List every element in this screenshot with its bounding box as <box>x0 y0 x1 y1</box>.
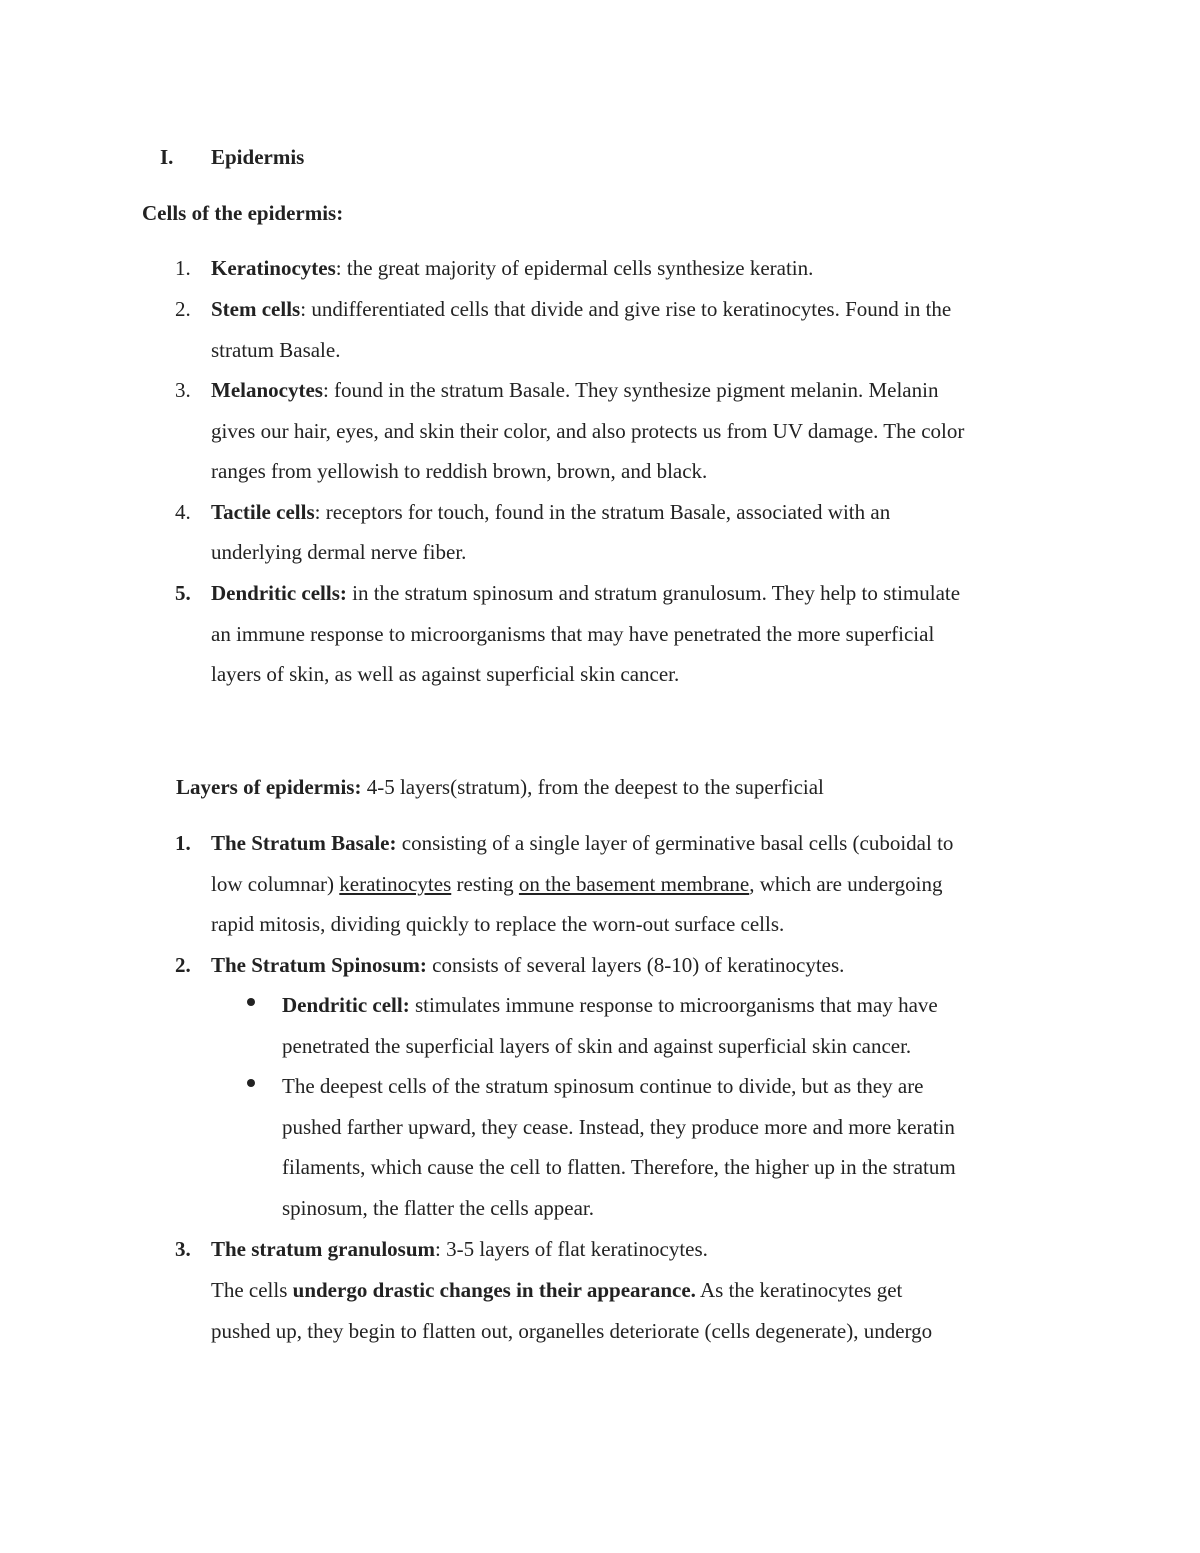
underlined-text: on the basement membrane <box>518 872 750 896</box>
list-marker: 1. <box>175 831 191 855</box>
layer-item-granulosum <box>211 1236 708 1262</box>
term: Tactile cells <box>211 500 315 524</box>
description-continued: pushed up, they begin to flatten out, organelles deteriorate (cells degenerate), undergo <box>211 1319 933 1343</box>
term: Stem cells <box>211 297 301 321</box>
description-continued <box>211 871 942 897</box>
list-marker: 3. <box>175 1237 191 1261</box>
term: Dendritic cells: <box>211 581 347 605</box>
list-item-melanocytes <box>211 377 938 403</box>
description-continued: filaments, which cause the cell to flatten. Therefore, the higher up in the stratum <box>282 1155 956 1179</box>
cells-heading: Cells of the epidermis: <box>142 201 344 225</box>
description-continued: an immune response to microorganisms that may have penetrated the more superficial <box>211 622 935 646</box>
text-span: low columnar) <box>211 872 340 896</box>
list-item-tactile-cells <box>211 499 890 525</box>
description: : receptors for touch, found in the stratum Basale, associated with an <box>314 500 891 524</box>
description-continued <box>211 1277 902 1303</box>
bullet-item-deepest-cells: The deepest cells of the stratum spinosum continue to divide, but as they are <box>282 1074 924 1098</box>
description: consists of several layers (8-10) of keratinocytes. <box>426 953 845 977</box>
term: The Stratum Spinosum: <box>211 953 427 977</box>
term: Keratinocytes <box>211 256 336 280</box>
list-item-keratinocytes <box>211 255 813 281</box>
term: Dendritic cell: <box>282 993 410 1017</box>
text-span: resting <box>451 872 519 896</box>
bullet-item-dendritic-cell <box>282 992 938 1018</box>
list-marker: 2. <box>175 953 191 977</box>
description: in the stratum spinosum and stratum granulosum. They help to stimulate <box>346 581 961 605</box>
list-marker: 3. <box>175 378 191 402</box>
layers-heading <box>176 774 824 800</box>
description: consisting of a single layer of germinative basal cells (cuboidal to <box>396 831 954 855</box>
layer-item-basale <box>211 830 953 856</box>
description-continued: underlying dermal nerve fiber. <box>211 540 467 564</box>
underlined-text: keratinocytes <box>339 872 452 896</box>
emphasis: undergo drastic changes in their appearance. <box>292 1278 696 1302</box>
list-item-dendritic-cells <box>211 580 960 606</box>
description-continued: stratum Basale. <box>211 338 341 362</box>
bullet-icon <box>247 1079 255 1087</box>
layers-heading-description: 4-5 layers(stratum), from the deepest to the superficial <box>361 775 824 799</box>
description: : the great majority of epidermal cells synthesize keratin. <box>335 256 814 280</box>
section-numeral: I. <box>160 145 174 169</box>
list-marker: 1. <box>175 256 191 280</box>
list-marker: 5. <box>175 581 191 605</box>
description-continued: rapid mitosis, dividing quickly to replace the worn-out surface cells. <box>211 912 785 936</box>
description-continued: penetrated the superficial layers of skin and against superficial skin cancer. <box>282 1034 912 1058</box>
list-marker: 4. <box>175 500 191 524</box>
text-span: , which are undergoing <box>749 872 943 896</box>
term: The Stratum Basale: <box>211 831 397 855</box>
description: : found in the stratum Basale. They synthesize pigment melanin. Melanin <box>322 378 939 402</box>
description-continued: gives our hair, eyes, and skin their color, and also protects us from UV damage. The color <box>211 419 965 443</box>
layer-item-spinosum <box>211 952 844 978</box>
description: : undifferentiated cells that divide and give rise to keratinocytes. Found in the <box>300 297 952 321</box>
layers-heading-label: Layers of epidermis: <box>176 775 362 799</box>
text-span: The cells <box>211 1278 293 1302</box>
list-item-stem-cells <box>211 296 951 322</box>
description-continued: ranges from yellowish to reddish brown, brown, and black. <box>211 459 708 483</box>
description: stimulates immune response to microorganisms that may have <box>409 993 938 1017</box>
description-continued: layers of skin, as well as against superficial skin cancer. <box>211 662 680 686</box>
description: : 3-5 layers of flat keratinocytes. <box>435 1237 708 1261</box>
text-span: As the keratinocytes get <box>695 1278 903 1302</box>
term: The stratum granulosum <box>211 1237 436 1261</box>
section-title: Epidermis <box>211 145 305 169</box>
description-continued: pushed farther upward, they cease. Instead, they produce more and more keratin <box>282 1115 955 1139</box>
list-marker: 2. <box>175 297 191 321</box>
term: Melanocytes <box>211 378 323 402</box>
description-continued: spinosum, the flatter the cells appear. <box>282 1196 594 1220</box>
bullet-icon <box>247 998 255 1006</box>
